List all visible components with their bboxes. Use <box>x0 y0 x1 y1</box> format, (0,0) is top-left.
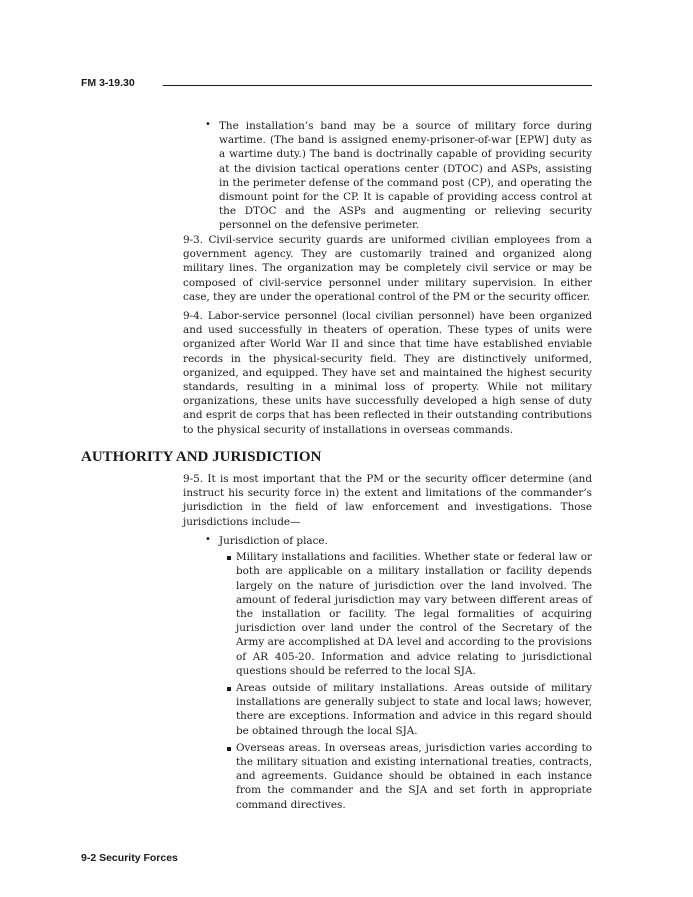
bullet-band-block <box>183 119 592 233</box>
sub-overseas-text: Overseas areas. In overseas areas, jurisdiction varies according to the military situation and existing international treaties, contracts, and agreements. Guidance should be obtained in each instance from the commander and the SJA and set forth in appropriate command directives. <box>236 741 592 811</box>
sub-item-outside <box>183 681 592 738</box>
sub-installations-text: Military installations and facilities. Whether state or federal law or both are applicable on a military installation or facility depends largely on the nature of jurisdiction over the land involved. The amount of federal jurisdiction may vary between different areas of the installation or facility. The legal formalities of acquiring jurisdiction over land under the control of the Secretary of the Army are accomplished at DA level and according to the provisions of AR 405-20. Information and advice relating to jurisdictional questions should be referred to the local SJA. <box>236 551 592 677</box>
list-item-place <box>183 534 592 548</box>
header-doc-id: FM 3-19.30 <box>81 77 135 89</box>
bullet-place-text: Jurisdiction of place. <box>219 535 328 547</box>
para-9-3-block <box>183 233 592 304</box>
jurisdiction-list <box>183 534 592 812</box>
list-item-band <box>183 119 592 233</box>
square-bullet-icon <box>227 747 231 751</box>
sub-item-installations <box>183 550 592 678</box>
paragraph-9-5: 9-5. It is most important that the PM or the security officer determine (and instruct his security force in) the extent and limitations of the commander’s jurisdiction in the field of law enforcement and investigations. Those jurisdictions include— <box>183 473 592 528</box>
bullet-icon: • <box>205 534 211 545</box>
paragraph-9-4: 9-4. Labor-service personnel (local civilian personnel) have been organized and used successfully in theaters of operation. These types of units were organized after World War II and since that time have established enviable records in the physical-security field. They are distinctively uniformed, organized, and equipped. They have set and maintained the highest security standards, resulting in a minimal loss of property. While not military organizations, these units have successfully developed a high sense of duty and esprit de corps that has been reflected in their outstanding contributions to the physical security of installations in overseas commands. <box>183 310 592 436</box>
square-bullet-icon <box>227 687 231 691</box>
sub-outside-text: Areas outside of military installations. Areas outside of military installations are generally subject to state and local laws; however, there are exceptions. Information and advice in this regard should be obtained through the local SJA. <box>236 682 592 737</box>
section-title: AUTHORITY AND JURISDICTION <box>81 449 322 465</box>
sub-item-overseas <box>183 741 592 812</box>
para-9-4-block <box>183 309 592 437</box>
square-bullet-icon <box>227 556 231 560</box>
footer-page-label: 9-2 Security Forces <box>81 852 178 864</box>
bullet-band-text: The installation’s band may be a source of military force during wartime. (The band is assigned enemy-prisoner-of-war [EPW] duty as a wartime duty.) The band is doctrinally capable of providing security at the division tactical operations center (DTOC) and ASPs, assisting in the perimeter defense of the command post (CP), and operating the dismount point for the CP. It is capable of providing access control at the DTOC and the ASPs and augmenting or relieving security personnel on the defensive perimeter. <box>219 120 592 232</box>
paragraph-9-3: 9-3. Civil-service security guards are uniformed civilian employees from a government agency. They are customarily trained and organized along military lines. The organization may be completely civil service or may be composed of civil-service personnel under military supervision. In either case, they are under the operational control of the PM or the security officer. <box>183 234 592 303</box>
para-9-5-block <box>183 472 592 529</box>
bullet-icon: • <box>205 119 211 130</box>
header-rule <box>163 85 592 86</box>
